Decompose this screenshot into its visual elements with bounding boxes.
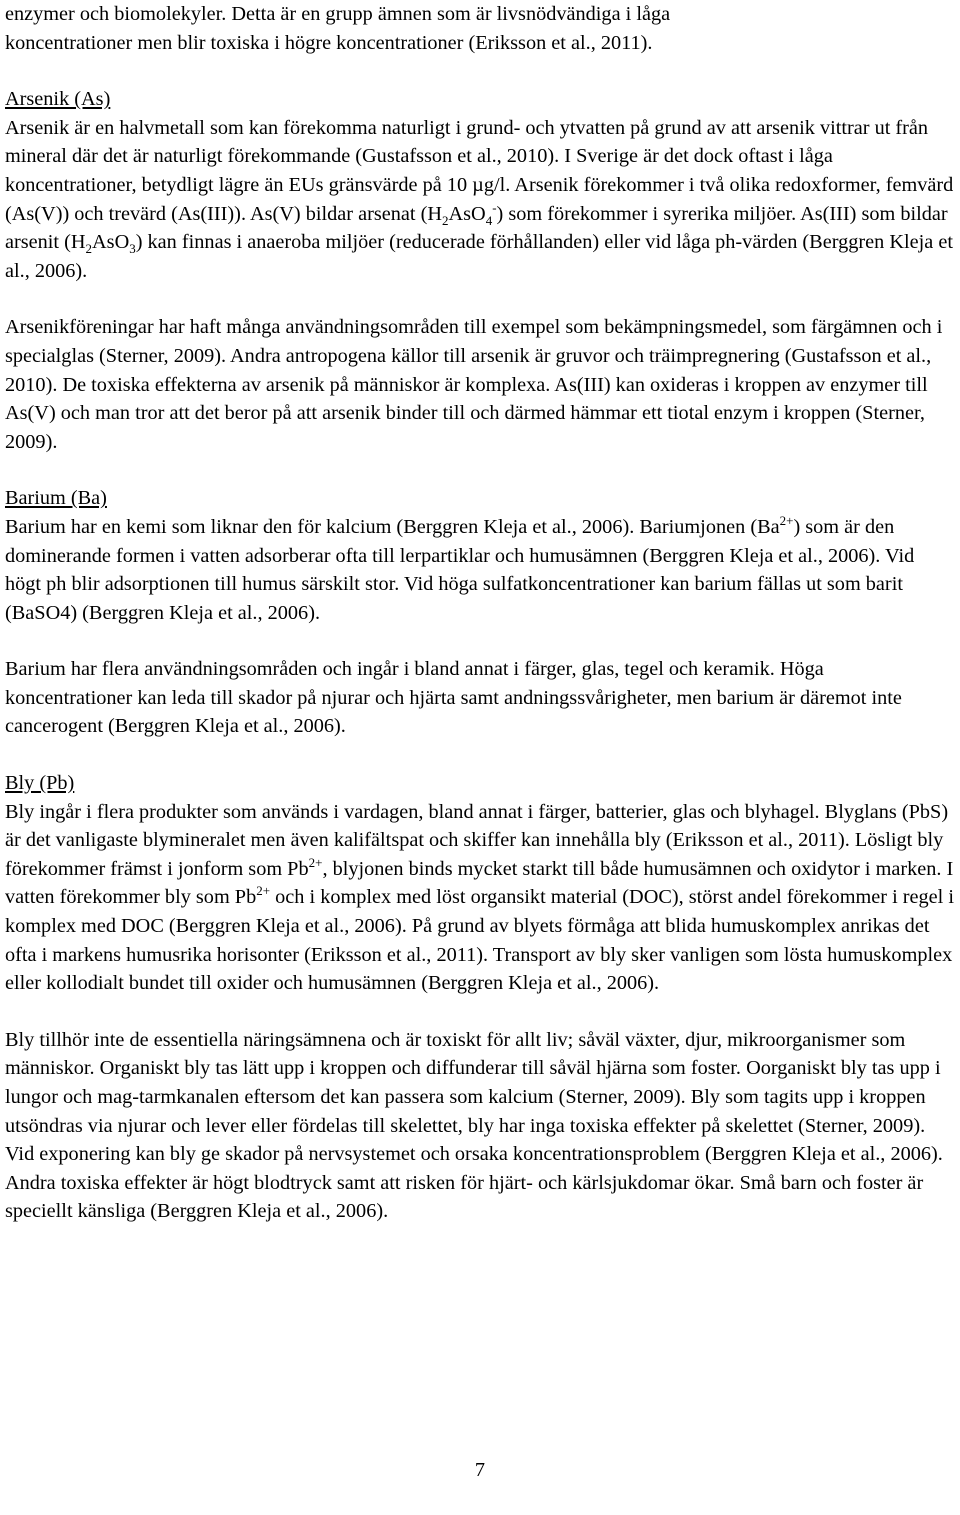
lead-paragraph-1: Bly ingår i flera produkter som används i vardagen, bland annat i färger, batterier, glas och blyhagel. Blyglans (PbS) är det vanligaste blymineralet men även kalifältspat och skiffer kan innehålla bly (Eriksson et al., 2011). Lösligt bly förekommer främst i jonform som $Pb^{2+}$, blyjonen binds mycket starkt till både humusämnen och oxidytor i marken. I vatten förekommer bly som $Pb^{2+}$ och i komplex med löst organsikt material (DOC), störst andel förekommer i regel i komplex med DOC (Berggren Kleja et al., 2006). På grund av blyets förmåga att blida humuskomplex anrikas det ofta i markens humusrika horisonter (Eriksson et al., 2011). Transport av bly sker vanligen som lösta humuskomplex eller kollodialt bundet till oxider och humusämnen (Berggren Kleja et al., 2006). xyxy=(5,800,955,995)
lead-paragraph-2: Bly tillhör inte de essentiella näringsämnena och är toxiskt för allt liv; såväl växter, djur, mikroorganismer som människor. Organiskt bly tas lätt upp i kroppen och diffunderar till såväl hjärna som foster. Oorganiskt bly tas upp i lungor och mag-tarmkanalen eftersom det kan passera som kalcium (Sterner, 2009). Bly som tagits upp i kroppen utsöndras via njurar och lever eller fördelas till skelettet, bly har inga toxiska effekter på skelettet (Sterner, 2009). Vid exponering kan bly ge skador på nervsystemet och orsaka koncentrationsproblem (Berggren Kleja et al., 2006). Andra toxiska effekter är högt blodtryck samt att risken för hjärt- och kärlsjukdomar ökar. Små barn och foster är speciellt känsliga (Berggren Kleja et al., 2006). xyxy=(5,1028,943,1223)
barium-paragraph-1: Barium har en kemi som liknar den för kalcium (Berggren Kleja et al., 2006). Bariumjonen $(Ba^{2+})$ som är den dominerande formen i vatten adsorberar ofta till lerpartiklar och humusämnen (Berggren Kleja et al., 2006). Vid högt ph blir adsorptionen till humus särskilt stor. Vid höga sulfatkoncentrationer kan barium fällas ut som barit (BaSO4) (Berggren Kleja et al., 2006). xyxy=(5,513,915,624)
document-page xyxy=(5,0,955,1226)
section-heading-arsenic: Arsenik (As) xyxy=(5,88,111,111)
arsenic-paragraph-2: Arsenikföreningar har haft många användningsområden till exempel som bekämpningsmedel, som färgämnen och i specialglas (Sterner, 2009). Andra antropogena källor till arsenik är gruvor och träimpregnering (Gustafsson et al., 2010). De toxiska effekterna av arsenik på människor är komplexa. As(III) kan oxideras i kroppen av enzymer till As(V) och man tror att det beror på att arsenik binder till och därmed hämmar ett tiotal enzym i kroppen (Sterner, 2009). xyxy=(5,316,943,453)
page-number: 7 xyxy=(474,1459,486,1481)
intro-line: enzymer och biomolekyler. Detta är en grupp ämnen som är livsnödvändiga i låga xyxy=(5,3,671,25)
section-heading-lead: Bly (Pb) xyxy=(5,772,75,795)
intro-line: koncentrationer men blir toxiska i högre koncentrationer (Eriksson et al., 2011). xyxy=(5,31,653,54)
intro-paragraph xyxy=(5,0,955,57)
section-heading-barium: Barium (Ba) xyxy=(5,487,107,510)
barium-paragraph-2: Barium har flera användningsområden och ingår i bland annat i färger, glas, tegel och keramik. Höga koncentrationer kan leda till skador på njurar och hjärta samt andningssvårigheter, men barium är däremot inte cancerogent (Berggren Kleja et al., 2006). xyxy=(5,658,902,738)
arsenic-paragraph-1: Arsenik är en halvmetall som kan förekomma naturligt i grund- och ytvatten på grund av att arsenik vittrar ut från mineral där det är naturligt förekommande (Gustafsson et al., 2010). I Sverige är det dock oftast i låga koncentrationer, betydligt lägre än EUs gränsvärde på 10 µg/l. Arsenik förekommer i två olika redoxformer, femvärd (As(V)) och trevärd (As(III)). As(V) bildar arsenat $(H_2AsO_4^-)$ som förekommer i syrerika miljöer. As(III) som bildar arsenit $(H_2AsO_3)$ kan finnas i anaeroba miljöer (reducerade förhållanden) eller vid låga ph-värden (Berggren Kleja et al., 2006). xyxy=(5,116,954,282)
